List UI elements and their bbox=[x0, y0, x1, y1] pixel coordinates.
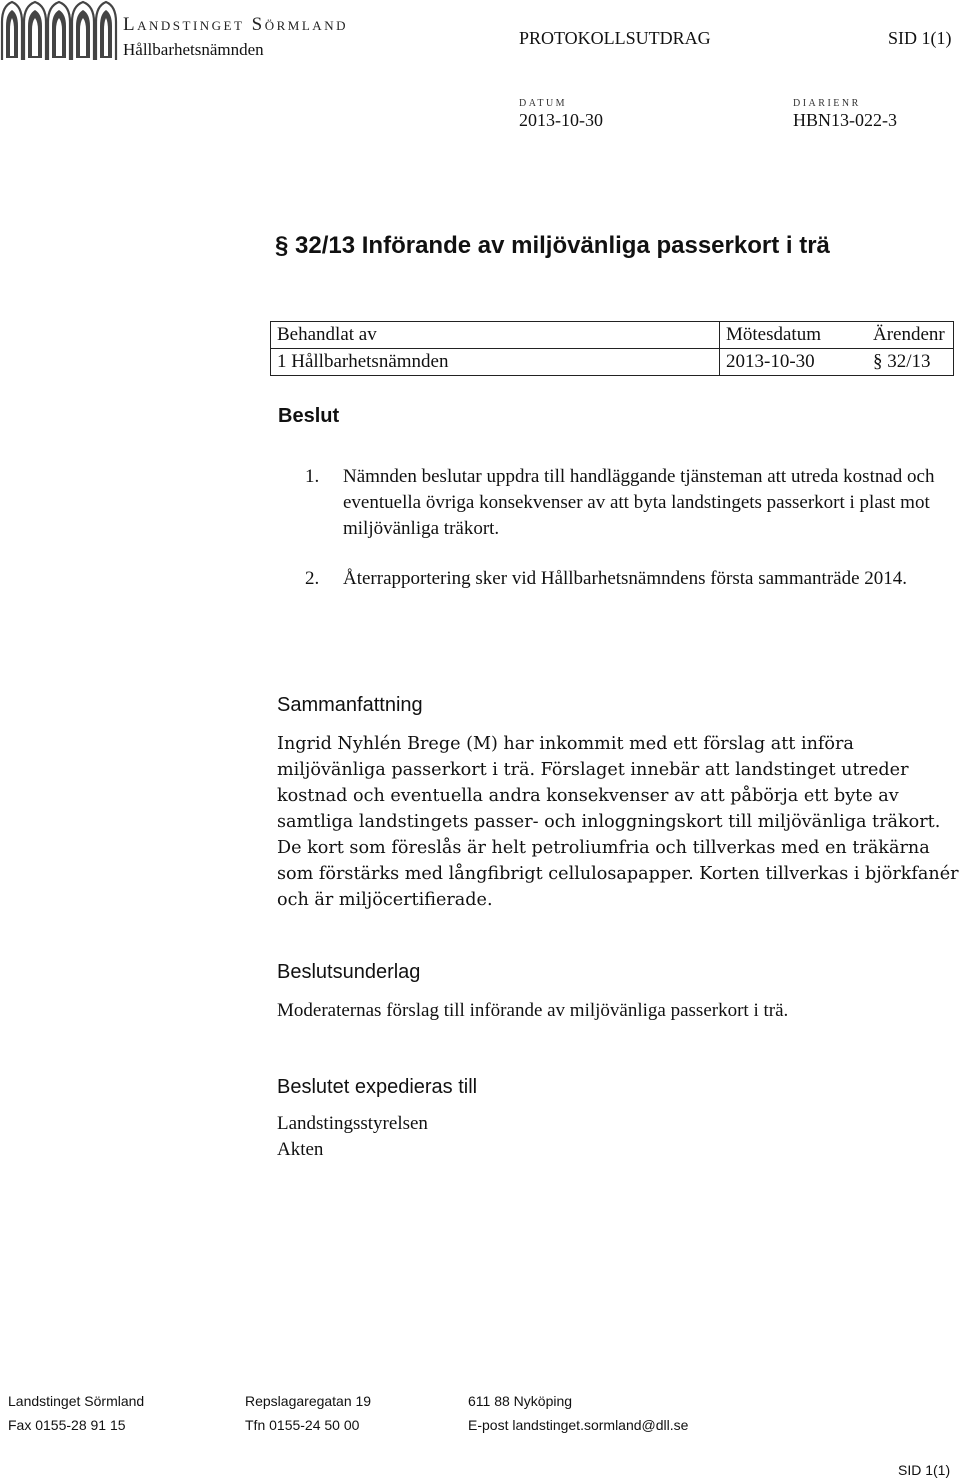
beslut-heading: Beslut bbox=[278, 405, 340, 427]
meta-table bbox=[270, 321, 954, 376]
expedieras-heading: Beslutet expedieras till bbox=[277, 1076, 478, 1098]
table-row bbox=[271, 349, 954, 376]
table-cell: § 32/13 bbox=[867, 349, 954, 376]
list-item-text: Återrapportering sker vid Hållbarhetsnämndens första sammanträde 2014. bbox=[343, 568, 908, 589]
page-title: § 32/13 Införande av miljövänliga passerkort i trä bbox=[275, 232, 830, 259]
list-item-number: 1. bbox=[305, 466, 320, 487]
footer-page-number: SID 1(1) bbox=[898, 1462, 951, 1478]
list-item-text: Nämnden beslutar uppdra till handläggande tjänsteman att utreda kostnad och eventuella övriga konsekvenser av att byta landstingets passerkort i plast mot miljövänliga träkort. bbox=[343, 466, 935, 539]
diarienr-label: DIARIENR bbox=[793, 98, 861, 109]
footer-fax: Fax 0155-28 91 15 bbox=[8, 1417, 126, 1433]
footer-email: E-post landstinget.sormland@dll.se bbox=[468, 1417, 689, 1433]
recipient-item: Akten bbox=[277, 1139, 324, 1160]
table-cell: 2013-10-30 bbox=[720, 349, 868, 376]
document-type: PROTOKOLLSUTDRAG bbox=[519, 28, 711, 48]
beslut-list bbox=[305, 464, 960, 616]
list-item-number: 2. bbox=[305, 568, 320, 589]
footer-city: 611 88 Nyköping bbox=[468, 1393, 573, 1409]
table-header-cell: Behandlat av bbox=[271, 322, 720, 349]
table-header-cell: Mötesdatum bbox=[720, 322, 868, 349]
page-number: SID 1(1) bbox=[888, 28, 952, 48]
sammanfattning-text: Ingrid Nyhlén Brege (M) har inkommit med ett förslag att införa miljövänliga passerkort i trä. Förslaget innebär att landstinget utreder kostnad och eventuella andra konsekvenser av att påbörja ett byte av samtliga landstingets passer- och inloggningskort till miljövänliga träkort. De kort som föreslås är helt petroliumfria och tillverkas med en träkärna som förstärks med långfibrigt cellulosapapper. Korten tillverkas i björkfanér och är miljöcertifierade. bbox=[277, 734, 959, 910]
datum-label: DATUM bbox=[519, 98, 568, 109]
list-item bbox=[305, 566, 960, 592]
diarienr-value: HBN13-022-3 bbox=[793, 110, 897, 130]
table-header-row bbox=[271, 322, 954, 349]
table-header-cell: Ärendenr bbox=[867, 322, 954, 349]
beslutsunderlag-text: Moderaternas förslag till införande av miljövänliga passerkort i trä. bbox=[277, 1000, 789, 1021]
table-cell: 1 Hållbarhetsnämnden bbox=[271, 349, 720, 376]
department-name: Hållbarhetsnämnden bbox=[123, 40, 264, 59]
beslutsunderlag-heading: Beslutsunderlag bbox=[277, 961, 421, 983]
list-item bbox=[305, 464, 960, 542]
recipient-item: Landstingsstyrelsen bbox=[277, 1113, 428, 1134]
footer-street: Repslagaregatan 19 bbox=[245, 1393, 372, 1409]
organization-name: Landstinget Sörmland bbox=[123, 14, 348, 35]
footer-phone: Tfn 0155-24 50 00 bbox=[245, 1417, 360, 1433]
footer-org: Landstinget Sörmland bbox=[8, 1393, 145, 1409]
recipient-list bbox=[277, 1111, 428, 1163]
tulip-crown-logo-icon bbox=[0, 0, 118, 62]
datum-value: 2013-10-30 bbox=[519, 110, 603, 130]
sammanfattning-heading: Sammanfattning bbox=[277, 694, 423, 716]
